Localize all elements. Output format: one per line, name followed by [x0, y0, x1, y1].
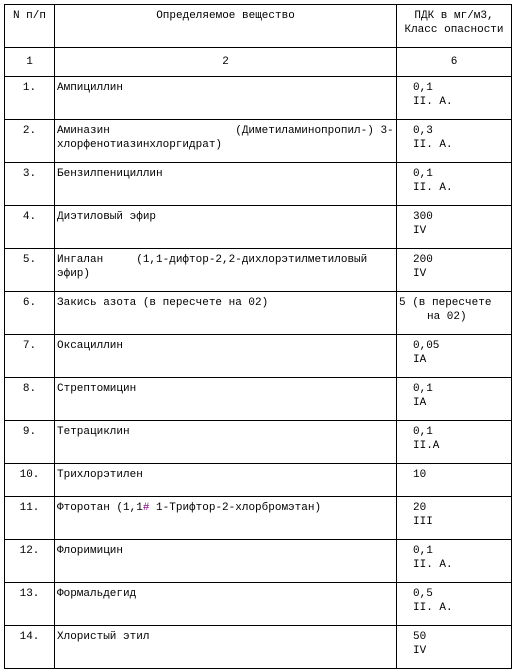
row-substance: Закись азота (в пересчете на 02)	[55, 292, 397, 335]
table-row	[5, 583, 512, 626]
table-row	[5, 206, 512, 249]
row-pdk-value: 0,1	[413, 383, 433, 395]
table-row	[5, 421, 512, 464]
row-pdk-value: 20	[413, 502, 427, 514]
table-row	[5, 497, 512, 540]
index-col2: 2	[55, 48, 397, 77]
row-pdk-value: 0,1	[413, 426, 433, 438]
row-num: 14.	[5, 626, 55, 669]
row-substance: Бензилпенициллин	[55, 163, 397, 206]
row-substance: Флоримицин	[55, 540, 397, 583]
table-row	[5, 77, 512, 120]
row-substance-part1: Фторотан (1,1	[57, 502, 143, 514]
row-hazard-class: II. А.	[413, 182, 453, 194]
row-pdk	[397, 163, 512, 206]
row-substance: Хлористый этил	[55, 626, 397, 669]
row-pdk	[397, 335, 512, 378]
row-hazard-class: IА	[413, 354, 427, 366]
row-hazard-class: IА	[413, 397, 427, 409]
row-pdk-value: 0,1	[413, 82, 433, 94]
row-pdk-value: 5 (в пересчете	[399, 297, 492, 309]
row-hazard-class: II. А.	[413, 602, 453, 614]
table-row	[5, 120, 512, 163]
table-row	[5, 464, 512, 497]
row-pdk	[397, 249, 512, 292]
row-pdk	[397, 378, 512, 421]
index-col1: 1	[5, 48, 55, 77]
row-num: 8.	[5, 378, 55, 421]
row-substance	[55, 497, 397, 540]
row-hazard-class: II.А	[413, 440, 440, 452]
table-row	[5, 292, 512, 335]
row-substance: Диэтиловый эфир	[55, 206, 397, 249]
table-row	[5, 163, 512, 206]
header-substance: Определяемое вещество	[55, 5, 397, 48]
row-substance-part2: 1-Трифтор-2-хлорбромэтан)	[149, 502, 322, 514]
row-pdk-value: 0,3	[413, 125, 433, 137]
row-substance: Аминазин (Диметиламинопропил-) 3-хлорфенотиазинхлоргидрат)	[55, 120, 397, 163]
header-pdk-line2: Класс опасности	[404, 24, 504, 36]
pdk-table	[4, 4, 512, 669]
row-pdk-value: 300	[413, 211, 433, 223]
row-pdk-value: 0,1	[413, 168, 433, 180]
row-hazard-class: на 02)	[427, 311, 467, 323]
row-substance: Ингалан (1,1-дифтор-2,2-дихлорэтилметиловый эфир)	[55, 249, 397, 292]
row-num: 11.	[5, 497, 55, 540]
row-pdk-value: 10	[413, 469, 427, 481]
row-num: 7.	[5, 335, 55, 378]
row-hazard-class: II. А.	[413, 96, 453, 108]
row-pdk	[397, 120, 512, 163]
row-hazard-class: II. А.	[413, 139, 453, 151]
index-col3: 6	[397, 48, 512, 77]
row-substance: Трихлорэтилен	[55, 464, 397, 497]
row-pdk-value: 200	[413, 254, 433, 266]
row-num: 9.	[5, 421, 55, 464]
row-pdk	[397, 626, 512, 669]
header-pdk-line1: ПДК в мг/м3,	[414, 10, 494, 22]
row-num: 1.	[5, 77, 55, 120]
row-num: 6.	[5, 292, 55, 335]
header-row	[5, 5, 512, 48]
table-row	[5, 249, 512, 292]
row-pdk	[397, 206, 512, 249]
header-pdk	[397, 5, 512, 48]
table-row	[5, 626, 512, 669]
row-pdk-value: 0,5	[413, 588, 433, 600]
row-hazard-class: III	[413, 516, 433, 528]
row-substance: Формальдегид	[55, 583, 397, 626]
hyperlink-marker[interactable]: #	[142, 502, 150, 514]
row-pdk	[397, 421, 512, 464]
table-row	[5, 378, 512, 421]
row-substance: Ампициллин	[55, 77, 397, 120]
row-pdk	[397, 464, 512, 497]
table-row	[5, 335, 512, 378]
row-pdk-value: 50	[413, 631, 427, 643]
row-num: 12.	[5, 540, 55, 583]
row-pdk-value: 0,1	[413, 545, 433, 557]
row-num: 2.	[5, 120, 55, 163]
table-row	[5, 540, 512, 583]
row-substance: Оксациллин	[55, 335, 397, 378]
row-pdk	[397, 583, 512, 626]
row-hazard-class: IV	[413, 268, 427, 280]
row-hazard-class: IV	[413, 225, 427, 237]
row-pdk	[397, 77, 512, 120]
row-num: 4.	[5, 206, 55, 249]
row-hazard-class: II. А.	[413, 559, 453, 571]
row-pdk	[397, 497, 512, 540]
row-num: 13.	[5, 583, 55, 626]
row-num: 3.	[5, 163, 55, 206]
row-num: 10.	[5, 464, 55, 497]
header-num: N п/п	[5, 5, 55, 48]
row-pdk	[397, 540, 512, 583]
row-num: 5.	[5, 249, 55, 292]
index-row	[5, 48, 512, 77]
row-substance: Стрептомицин	[55, 378, 397, 421]
row-pdk	[397, 292, 512, 335]
row-hazard-class: IV	[413, 645, 427, 657]
row-pdk-value: 0,05	[413, 340, 440, 352]
row-substance: Тетрациклин	[55, 421, 397, 464]
